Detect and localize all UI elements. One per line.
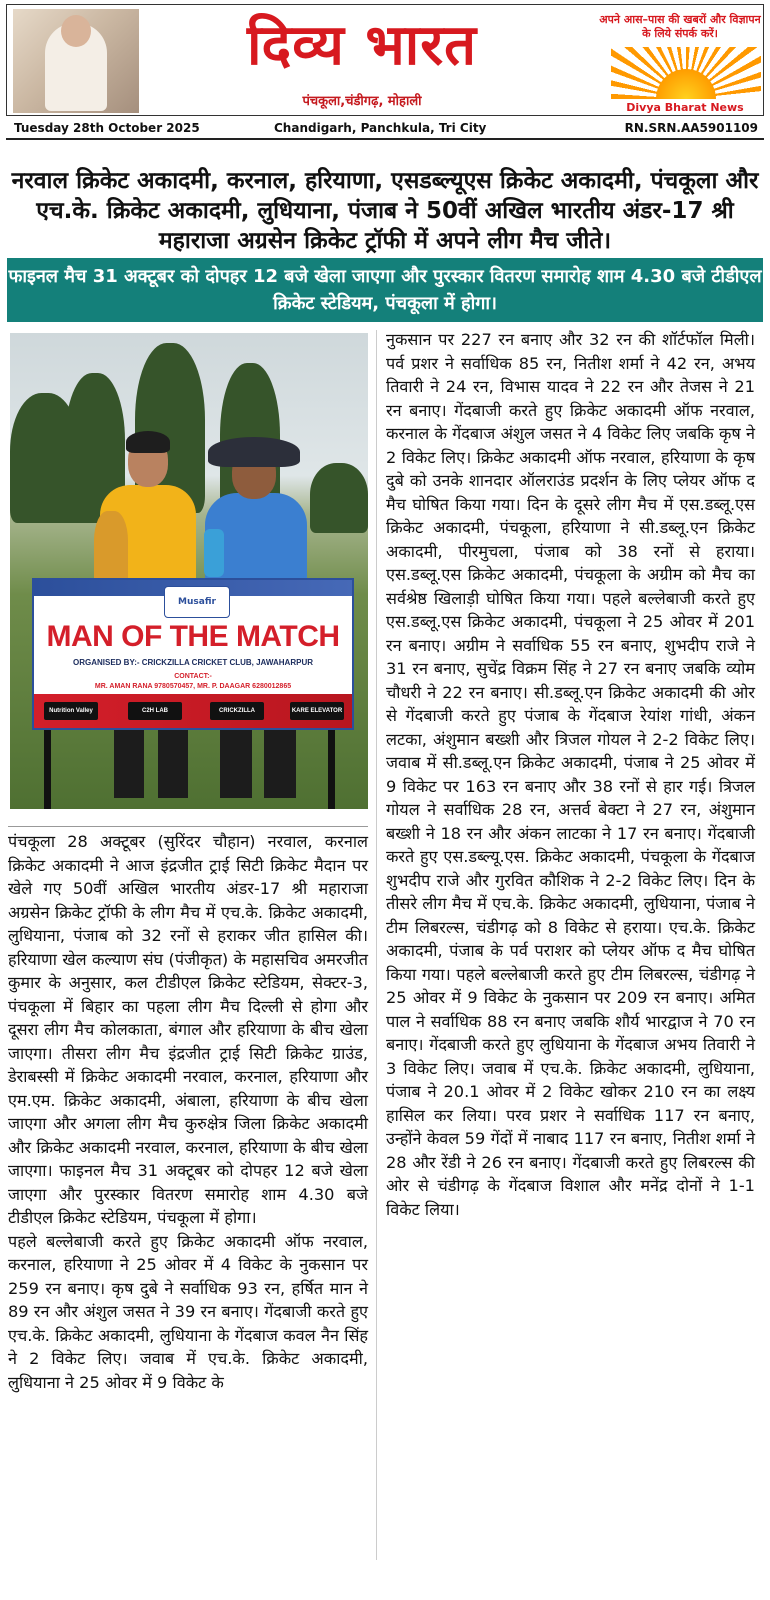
masthead-portrait-image	[13, 9, 139, 113]
masthead	[6, 4, 764, 116]
article-paragraph: पहले बल्लेबाजी करते हुए क्रिकेट अकादमी ऑफ नरवाल, करनाल, हरियाणा ने 25 ओवर में 4 विकेट के नुकसान पर 259 रन बनाए। कृष दुबे ने सर्वाधिक 93 रन, हर्षित मान ने 89 रन और अंशुल जसत ने 39 रन बनाए। गेंदबाजी करते हुए एच.के. क्रिकेट अकादमी, लुधियाना के गेंदबाज कवल नैन सिंह ने 2 विकेट लिए। जवाब में एच.के. क्रिकेट अकादमी, लुधियाना ने 25 ओवर में 9 विकेट के	[8, 1231, 368, 1392]
sunrise-logo-icon	[611, 47, 761, 99]
column-divider	[376, 330, 377, 1560]
banner-contact-label: CONTACT:-	[174, 673, 212, 680]
banner-contact-numbers: MR. AMAN RANA 9780570457, MR. P. DAAGAR 6280012865	[94, 683, 292, 690]
main-headline: नरवाल क्रिकेट अकादमी, करनाल, हरियाणा, एसडब्ल्यूएस क्रिकेट अकादमी, पंचकूला और एच.के. क्रिकेट अकादमी, लुधियाना, पंजाब ने 50वीं अखिल भारतीय अंडर-17 श्री महाराजा अग्रसेन क्रिकेट ट्रॉफी में अपने लीग मैच जीते।	[11, 168, 759, 254]
dateline-bar	[6, 118, 764, 140]
brand-name: Divya Bharat News	[626, 101, 744, 114]
article-column-right	[386, 328, 755, 1221]
article-paragraph: पंचकूला 28 अक्टूबर (सुरिंदर चौहान) नरवाल, करनाल क्रिकेट अकादमी ने आज इंद्रजीत ट्राई सिटी क्रिकेट मैदान पर खेले गए 50वीं अखिल भारतीय अंडर-17 श्री महाराजा अग्रसेन क्रिकेट ट्रॉफी के लीग मैच में एच.के. क्रिकेट अकादमी, लुधियाना, पंजाब को 32 रनों से हराकर जीत हासिल की। हरियाणा खेल कल्याण संघ (पंजीकृत) के महासचिव अमरजीत कुमार के अनुसार, कल टीडीएल क्रिकेट स्टेडियम, सेक्टर-3, पंचकूला में बिहार का पहला लीग मैच दिल्ली से होगा और दूसरा लीग मैच कोलकाता, बंगाल और हरियाणा के बीच खेला जाएगा। तीसरा लीग मैच इंद्रजीत ट्राई सिटी क्रिकेट ग्राउंड, डेराबस्सी में क्रिकेट अकादमी नरवाल, करनाल, हरियाणा और एम.एम. क्रिकेट अकादमी, अंबाला, हरियाणा के बीच खेला जाएगा और अगला लीग मैच कुरुक्षेत्र जिला क्रिकेट अकादमी और क्रिकेट अकादमी नरवाल, करनाल, हरियाणा के बीच खेला जाएगा। फाइनल मैच 31 अक्टूबर को दोपहर 12 बजे खेला जाएगा और पुरस्कार वितरण समारोह शाम 4.30 बजे टीडीएल क्रिकेट स्टेडियम, पंचकूला में होगा।	[8, 832, 368, 1227]
newspaper-subtitle: पंचकूला,चंडीगढ़, मोहाली	[302, 94, 422, 109]
banner-organiser: ORGANISED BY:- CRICKZILLA CRICKET CLUB, JAWAHARPUR	[73, 658, 313, 667]
advertising-tagline: अपने आस–पास की खबरों और विज्ञापन के लिये संपर्क करें।	[599, 13, 761, 41]
article-paragraph: नुकसान पर 227 रन बनाए और 32 रन की शॉर्टफॉल मिली। पर्व प्रशर ने सर्वाधिक 85 रन, नितीश शर्मा ने 42 रन, अभय तिवारी ने 24 रन, विभास यादव ने 22 रन और तेजस ने 21 रन बनाए। गेंदबाजी करते हुए क्रिकेट अकादमी ऑफ नरवाल, करनाल के गेंदबाज अंशुल जसत ने 4 विकेट लिए जबकि कृष ने 2 विकेट लिए। क्रिकेट अकादमी ऑफ नरवाल, हरियाणा के कृष दुबे को उनके शानदार ऑलराउंड प्रदर्शन के लिए प्लेयर ऑफ द मैच घोषित किया गया। दिन के दूसरे लीग मैच में एस.डब्लू.एस क्रिकेट अकादमी, पंचकूला, हरियाणा ने सी.डब्लू.एन क्रिकेट अकादमी, पीरमुचला, पंजाब को 38 रनों से हराया। एस.डब्लू.एस क्रिकेट अकादमी, पंचकूला के अग्रीम को मैच का सर्वश्रेष्ठ खिलाड़ी घोषित किया गया। पहले बल्लेबाजी करते हुए एस.डब्लू.एस क्रिकेट अकादमी, पंचकूला ने 25 ओवर में 201 रन बनाए। अग्रीम ने सर्वाधिक 55 रन बनाए, शुभदीप राजे ने 31 रन बनाए, सुचेंद्र विक्रम सिंह ने 27 रन बनाए जबकि व्योम चौधरी ने 22 रन बनाए। सी.डब्लू.एन क्रिकेट अकादमी की ओर से गेंदबाजी करते हुए पंजाब के गेंदबाज रेयांश गांधी, अंकन लटका, अंशुमान बख्शी और त्रिजल गोयल ने 2-2 विकेट लिए। जवाब में सी.डब्लू.एन क्रिकेट अकादमी, पंजाब ने 25 ओवर में 9 विकेट पर 163 रन बनाए और 38 रनों से हार गई। त्रिजल गोयल ने सर्वाधिक 28 रन, अत्तर्व बेक्टा ने 27 रन, अंशुमान बख्शी ने 18 रन और अंकन लाटका ने 17 रन बनाए। गेंदबाजी करते हुए एस.डब्ल्यू.एस. क्रिकेट अकादमी, पंचकूला के गेंदबाज शुभदीप राजे और गुरवित कौशिक ने 2-2 विकेट लिए। दिन के तीसरे लीग मैच में एच.के. क्रिकेट अकादमी, लुधियाना, पंजाब ने टीम लिबरल्स, चंडीगढ़ को 8 विकेट से हराया। एच.के. क्रिकेट अकादमी, पंजाब के पर्व पराशर को प्लेयर ऑफ द मैच घोषित किया गया। पहले बल्लेबाजी करते हुए टीम लिबरल्स, चंडीगढ़ ने 25 ओवर में 9 विकेट के नुकसान पर 209 रन बनाए। अमित पाल ने सर्वाधिक 88 रन बनाए जबकि शौर्य भारद्वाज ने 70 रन बनाए। गेंदबाजी करते हुए लुधियाना के गेंदबाज अभय तिवारी ने 3 विकेट लिए। जवाब में एच.के. क्रिकेट अकादमी, लुधियाना, पंजाब ने 20.1 ओवर में 2 विकेट खोकर 210 रन का लक्ष्य हासिल कर लिया। परव प्रशर ने सर्वाधिक 117 रन बनाए, उन्होंने केवल 59 गेंदों में नाबाद 117 रन बनाए, नितीश शर्मा ने 28 और रेंडी ने 26 रन बनाए। गेंदबाजी करते हुए लिबरल्स की ओर से चंडीगढ़ के गेंदबाज विशाल और मनेंद्र दोनों ने 1-1 विकेट लिया।	[386, 330, 755, 1219]
newspaper-title: दिव्य भारत	[246, 12, 478, 78]
trophy-icon	[94, 511, 128, 585]
sub-headline: फाइनल मैच 31 अक्टूबर को दोपहर 12 बजे खेला जाएगा और पुरस्कार वितरण समारोह शाम 4.30 बजे टीडीएल क्रिकेट स्टेडियम, पंचकूला में होगा।	[7, 258, 763, 322]
banner-contact	[34, 672, 352, 692]
edition-cities: Chandigarh, Panchkula, Tri City	[274, 121, 487, 135]
sponsor-logo: C2H LAB	[128, 702, 182, 720]
article-column-left	[8, 830, 368, 1394]
sponsor-logo: CRICKZILLA	[210, 702, 264, 720]
man-of-the-match-photo	[10, 333, 368, 809]
award-banner	[32, 578, 354, 730]
photo-divider	[8, 826, 368, 827]
sponsor-logo: Nutrition Valley	[44, 702, 98, 720]
issue-date: Tuesday 28th October 2025	[14, 121, 200, 135]
registration-number: RN.SRN.AA5901109	[624, 121, 758, 135]
sponsor-strip	[34, 694, 352, 728]
sponsor-logo: KARE ELEVATOR	[290, 702, 344, 720]
banner-logo: Musafir	[164, 586, 230, 618]
banner-title: MAN OF THE MATCH	[46, 620, 340, 653]
